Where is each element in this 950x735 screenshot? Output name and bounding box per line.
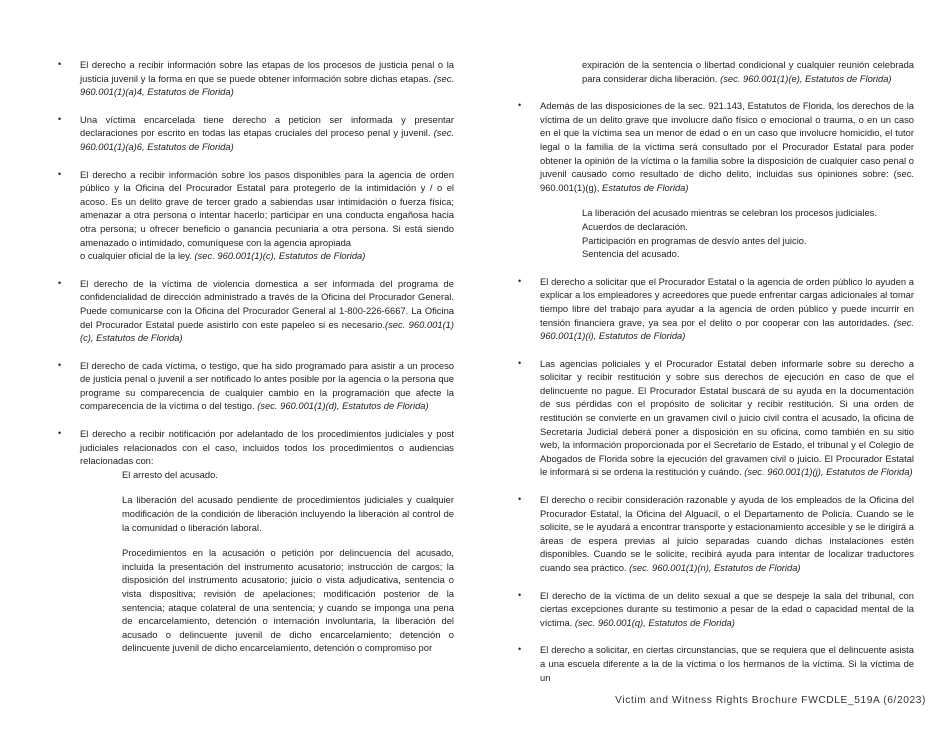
- statute-citation: (sec. 960.001(1)(d), Estatutos de Florida): [257, 400, 429, 412]
- bullet-icon: •: [518, 275, 522, 286]
- bullet-icon: •: [58, 428, 62, 439]
- item-text: Además de las disposiciones de la sec. 921.143, Estatutos de Florida, los derechos de la víctima de un delito grave que involucre daño físico o emocional o trauma, o en un caso en el que la víctima sea un menor de edad o en un caso que involucre homicidio, el tutor legal o la familia de la víctima será consultado por el Procurador Estatal para poder obtener la opinión de la víctima o la familia sobre la disposición de cualquier caso penal o juvenil causado como resultado de dicho delito, incluidas sus opiniones sobre: (sec. 960.001(1)(g),: [540, 100, 914, 193]
- item-text: El derecho a solicitar, en ciertas circunstancias, que se requiera que el delincuente asista a una escuela diferente a la de la víctima o los hermanos de la víctima. Si la víctima de un: [540, 644, 914, 683]
- bullet-icon: •: [518, 100, 522, 111]
- statute-citation: (sec. 960.001(1)(c), Estatutos de Florida): [194, 250, 366, 262]
- statute-citation: Estatutos de Florida): [602, 181, 689, 193]
- sub-item: El arresto del acusado.: [122, 468, 218, 480]
- item-text: Una víctima encarcelada tiene derecho a peticion ser informada y presentar declaraciones por escrito en todas las etapas cruciales del proceso penal y juvenil.: [80, 113, 454, 139]
- sub-list: [582, 206, 914, 260]
- list-item: [518, 643, 914, 684]
- list-item: [58, 58, 454, 99]
- sub-item: La liberación del acusado pendiente de procedimientos judiciales y cualquier modificación de la condición de liberación incluyendo la liberación al control de la comunidad o liberación laboral.: [122, 494, 454, 533]
- item-text: El derecho a recibir información sobre los pasos disponibles para la agencia de orden público y la Oficina del Procurador Estatal para protegerlo de la intimidación y / o el acoso. Es un delito grave de tercer grado a sabiendas usar intimidación o fuerza física; amenazar a otra persona o intentar hacerlo; participar en una conducta engañosa hacia otra persona; u ofrecer beneficio o ganancia pecuniaria a otra persona. Si está siendo amenazado o intimidado, comuníquese con la agencia apropiada: [80, 168, 454, 248]
- list-item: [518, 493, 914, 575]
- page-footer: Victim and Witness Rights Brochure FWCDLE_519A (6/2023): [615, 695, 926, 706]
- item-text-cont: o cualquier oficial de la ley.: [80, 250, 195, 262]
- item-text: Las agencias policiales y el Procurador Estatal deben informarle sobre su derecho a solicitar y recibir restitución y sobre sus derechos de ejecución en caso de que el delincuente no pague. El Procurador Estatal buscará de su ayuda en la documentación de sus pérdidas con el propósito de solicitar y recibir restitución. Si una orden de restitución se convierte en un gravamen civil o juicio civil contra el acusado, la oficina de Secretaria Judicial deberá poner a disposición en su oficina, como también en su sitio web, la información proporcionada por el Secretario de Estado, el tribunal y el Colegio de Abogados de Florida sobre la ejecución del gravamen civil o juicio. El Procurador Estatal le informará si se ordena la restitución y cuándo.: [540, 357, 914, 478]
- statute-citation: (sec. 960.001(1)(a)4, Estatutos de Florida): [80, 72, 454, 98]
- statute-citation: (sec. 960.001(1)(e), Estatutos de Florida): [720, 72, 892, 84]
- statute-citation: (sec. 960.001(1)(a)6, Estatutos de Florida): [80, 127, 454, 152]
- bullet-icon: •: [518, 357, 522, 368]
- list-item: [58, 359, 454, 413]
- list-item: [518, 99, 914, 261]
- continued-text: [582, 58, 914, 85]
- sub-list-item: Participación en programas de desvío antes del juicio.: [582, 234, 807, 246]
- list-item: [518, 357, 914, 479]
- left-column: [58, 58, 454, 669]
- statute-citation: (sec. 960.001(1)(j), Estatutos de Florida): [744, 466, 913, 478]
- item-text: El derecho a solicitar que el Procurador Estatal o la agencia de orden público lo ayuden a explicar a los empleadores y acreedores que puede enfrentar cargas adicionales al tomar tiempo libre del trabajo para ayudar a la agencia de orden público y puede incurrir en tensión financiera grave, ya sea por el delito o por cooperar con las autoridades.: [540, 275, 914, 328]
- bullet-icon: •: [518, 589, 522, 600]
- item-text: El derecho de cada víctima, o testigo, que ha sido programado para asistir a un proceso de justicia penal o juvenil a ser notificado lo antes posible por la agencia o la persona que programe su comparecencia de cualquier cambio en la programación que afecte la comparecencia de la víctima o del testigo.: [80, 359, 454, 412]
- bullet-icon: •: [58, 168, 62, 179]
- list-item: [518, 589, 914, 630]
- item-text: El derecho o recibir consideración razonable y ayuda de los empleados de la Oficina del Procurador Estatal, la Oficina del Alguacil, o el Departamento de Policía. Cuando se le solicite, se le ayudará a encontrar transporte y estacionamiento accesible y se le dirigirá a áreas de espera previas al juicio separadas cuando dichas instalaciones estén disponibles. Cuando se le solicite, recibirá ayuda para intentar de localizar traductores cuando sea práctico.: [540, 494, 914, 573]
- bullet-icon: •: [518, 644, 522, 655]
- list-item: [58, 427, 454, 655]
- item-text: El derecho a recibir información sobre las etapas de los procesos de justicia penal o la justicia juvenil y la forma en que se puede obtener información sobre dichas etapas.: [80, 59, 454, 84]
- statute-citation: (sec. 960.001(q), Estatutos de Florida): [574, 616, 735, 628]
- right-column: [518, 58, 914, 698]
- sub-item: Procedimientos en la acusación o petición por delincuencia del acusado, incluida la presentación del instrumento acusatorio; instrucción de cargos; la disposición del instrumento acusatorio; juicio o vista adjudicativa, sentencia o vista dispositiva; revisión de apelaciones; modificación posterior de la sentencia; ataque colateral de una sentencia; y cuando se imponga una pena de encarcelamiento, detención o internación involuntaria, la liberación del acusado o delincuente juvenil de dicho encarcelamiento; detención o delincuente juvenil de dicho encarcelamiento, detención o compromiso por: [122, 547, 454, 654]
- item-text: El derecho de la víctima de violencia domestica a ser informada del programa de confidencialidad de dirección administrado a través de la Oficina del Procurador General. Puede comunicarse con la Oficina del Procurador General al 1-800-226-6667. La Oficina del Procurador Estatal puede asistirlo con este papeleo si es necesario.: [80, 277, 454, 330]
- statute-citation: (sec. 960.001(1)(n), Estatutos de Florida): [629, 562, 801, 573]
- bullet-icon: •: [58, 277, 62, 288]
- bullet-icon: •: [518, 494, 522, 505]
- bullet-icon: •: [58, 59, 62, 69]
- list-item: [518, 275, 914, 343]
- list-item: [58, 113, 454, 154]
- item-text: El derecho de la víctima de un delito sexual a que se despeje la sala del tribunal, con ciertas excepciones durante su testimonio a pesar de la edad o capacidad mental de la víctima.: [540, 589, 914, 628]
- bullet-icon: •: [58, 359, 62, 370]
- list-item: [58, 168, 454, 263]
- item-text: expiración de la sentencia o libertad condicional y cualquier reunión celebrada para considerar dicha liberación.: [582, 59, 914, 84]
- bullet-icon: •: [58, 113, 62, 124]
- sub-list-item: La liberación del acusado mientras se celebran los procesos judiciales.: [582, 207, 877, 219]
- statute-citation: (sec. 960.001(1)(c), Estatutos de Florida): [80, 318, 454, 344]
- statute-citation: (sec. 960.001(1)(i), Estatutos de Florida): [540, 316, 914, 342]
- sub-list-item: Sentencia del acusado.: [582, 248, 680, 260]
- sub-list-item: Acuerdos de declaración.: [582, 220, 688, 232]
- list-item: [58, 277, 454, 345]
- item-text: El derecho a recibir notificación por adelantado de los procedimientos judiciales y post judiciales relacionados con el caso, incluidos todos los procedimientos o audiencias relacionadas con:: [80, 428, 454, 467]
